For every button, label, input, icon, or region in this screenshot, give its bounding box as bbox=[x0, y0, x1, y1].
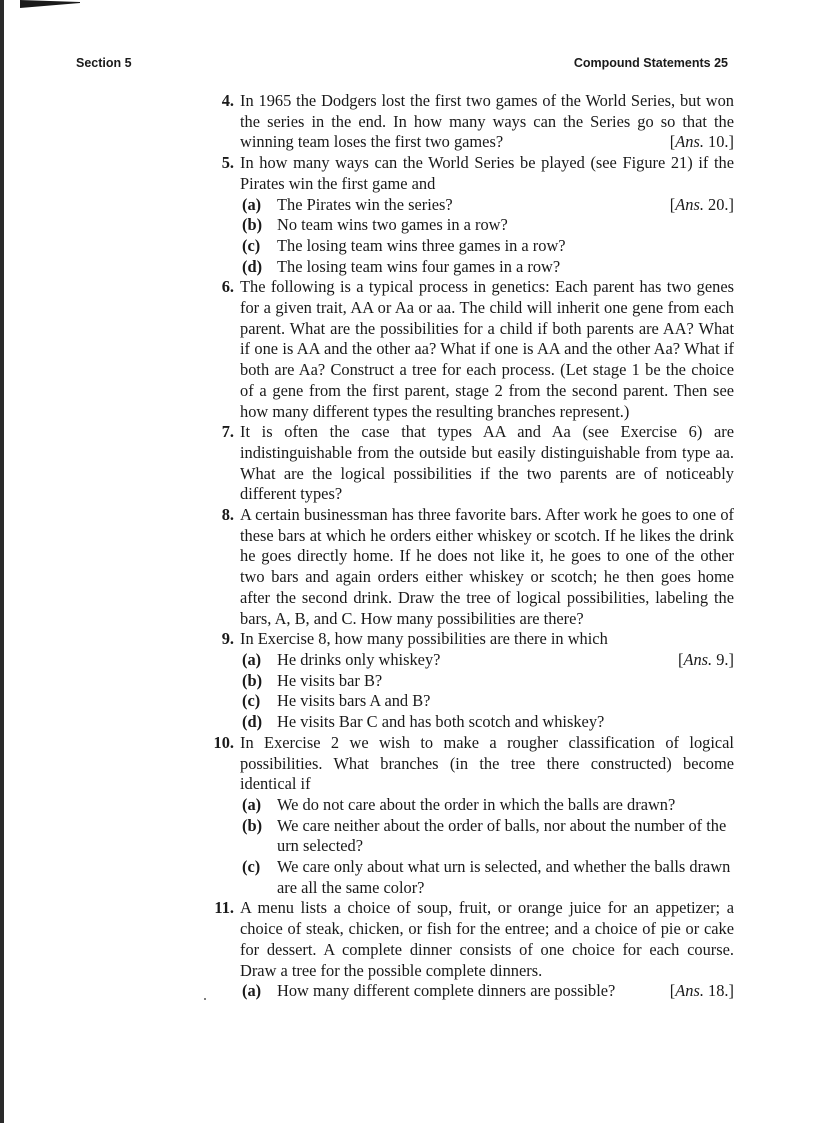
answer-value: 9. bbox=[716, 649, 729, 669]
exercise-item bbox=[200, 91, 734, 153]
sub-question-label: (d) bbox=[242, 712, 263, 732]
exercise-text: In Exercise 8, how many possibilities are there in which bbox=[240, 629, 608, 649]
exercise-number: 6. bbox=[221, 277, 234, 297]
exercise-number: 4. bbox=[221, 91, 234, 110]
sub-question-text: The Pirates win the series? bbox=[277, 194, 453, 214]
sub-question bbox=[240, 215, 734, 236]
exercise-body bbox=[240, 629, 734, 650]
scan-speck bbox=[204, 998, 206, 1000]
sub-question-text: The losing team wins four games in a row? bbox=[277, 256, 561, 276]
sub-question-text: We care only about what urn is selected, and whether the balls drawn are all the same color? bbox=[277, 857, 731, 897]
exercise-body bbox=[240, 91, 734, 153]
exercise-number: 10. bbox=[213, 732, 234, 752]
sub-question bbox=[240, 981, 734, 1002]
sub-question bbox=[240, 257, 734, 278]
sub-question-label: (c) bbox=[242, 691, 261, 711]
exercise-number: 9. bbox=[221, 629, 234, 649]
sub-question-label: (c) bbox=[242, 235, 261, 255]
sub-question-text: He drinks only whiskey? bbox=[277, 649, 441, 669]
sub-question bbox=[240, 857, 734, 898]
sub-question-text: He visits bar B? bbox=[277, 670, 383, 690]
exercise-text: In how many ways can the World Series be played (see Figure 21) if the Pirates win the first game and bbox=[240, 153, 734, 193]
exercise-text: In Exercise 2 we wish to make a rougher classification of logical possibilities. What branches (in the tree there constructed) become identical if bbox=[240, 732, 734, 794]
sub-question bbox=[240, 650, 734, 671]
exercise-list bbox=[200, 91, 734, 1002]
exercise-number: 7. bbox=[221, 422, 234, 442]
answer-value: 10. bbox=[708, 132, 729, 152]
exercise-number: 8. bbox=[221, 505, 234, 525]
sub-question-label: (c) bbox=[242, 857, 261, 877]
exercise-text: It is often the case that types AA and Aa (see Exercise 6) are indistinguishable from the outside but easily distinguishable from type aa. What are the logical possibilities if the two parents are of noticeably different types? bbox=[240, 422, 734, 504]
exercise-body bbox=[240, 422, 734, 505]
sub-question-label: (a) bbox=[242, 649, 262, 669]
exercise-body bbox=[240, 733, 734, 795]
exercise-item bbox=[200, 898, 734, 1002]
exercise-item bbox=[200, 277, 734, 422]
sub-question-label: (b) bbox=[242, 215, 263, 235]
sub-question bbox=[240, 236, 734, 257]
sub-question-text: He visits bars A and B? bbox=[277, 691, 431, 711]
sub-question bbox=[240, 691, 734, 712]
exercise-item bbox=[200, 505, 734, 629]
sub-question bbox=[240, 795, 734, 816]
exercise-body bbox=[240, 898, 734, 981]
exercise-text: In 1965 the Dodgers lost the first two games of the World Series, but won the series in the end. In how many ways can the Series go so that the winning team loses the first two games? bbox=[240, 91, 734, 152]
sub-question-label: (b) bbox=[242, 670, 263, 690]
sub-question-label: (b) bbox=[242, 815, 263, 835]
sub-question-label: (a) bbox=[242, 981, 262, 1001]
scan-mark bbox=[20, 0, 80, 8]
sub-question-text: He visits Bar C and has both scotch and whiskey? bbox=[277, 712, 605, 732]
answer-value: 18. bbox=[708, 981, 729, 1001]
exercise-number: 11. bbox=[214, 898, 234, 918]
sub-question-text: The losing team wins three games in a row? bbox=[277, 235, 566, 255]
exercise-item bbox=[200, 629, 734, 733]
section-label: Section 5 bbox=[76, 56, 132, 70]
sub-question-label: (a) bbox=[242, 194, 262, 214]
sub-question bbox=[240, 816, 734, 857]
sub-question bbox=[240, 671, 734, 692]
answer-note: [Ans. 20.] bbox=[669, 194, 734, 214]
exercise-body bbox=[240, 277, 734, 422]
exercise-item bbox=[200, 733, 734, 899]
sub-question-label: (a) bbox=[242, 794, 262, 814]
exercise-body bbox=[240, 505, 734, 629]
sub-question bbox=[240, 712, 734, 733]
running-header bbox=[76, 56, 728, 74]
scan-edge bbox=[0, 0, 4, 1123]
answer-value: 20. bbox=[708, 194, 729, 214]
sub-question-label: (d) bbox=[242, 256, 263, 276]
answer-prefix: Ans. bbox=[683, 649, 713, 669]
exercise-text: The following is a typical process in genetics: Each parent has two genes for a given trait, AA or Aa or aa. The child will inherit one gene from each parent. What are the possibilities for a child if both parents are AA? What if one is AA and the other aa? What if one is AA and the other Aa? What if both are Aa? Construct a tree for each process. (Let stage 1 be the choice of a gene from the first parent, stage 2 from the second parent. Then see how many different types the resulting branches represent.) bbox=[240, 277, 734, 421]
answer-prefix: Ans. bbox=[675, 132, 704, 152]
exercise-item bbox=[200, 422, 734, 505]
sub-question-text: We care neither about the order of balls, nor about the number of the urn selected? bbox=[277, 815, 727, 856]
sub-question-text: We do not care about the order in which the balls are drawn? bbox=[277, 794, 676, 814]
exercise-item bbox=[200, 153, 734, 277]
exercise-text: A certain businessman has three favorite bars. After work he goes to one of these bars at which he orders either whiskey or scotch. If he likes the drink he goes directly home. If he does not like it, he goes to one of the other two bars and again orders either whiskey or scotch; he then goes home after the second drink. Draw the tree of logical possibilities, labeling the bars, A, B, and C. How many possibilities are there? bbox=[240, 505, 734, 628]
sub-question-text: No team wins two games in a row? bbox=[277, 215, 508, 235]
answer-prefix: Ans. bbox=[675, 194, 704, 214]
exercise-text: A menu lists a choice of soup, fruit, or orange juice for an appetizer; a choice of steak, chicken, or fish for the entree; and a choice of pie or cake for dessert. A complete dinner consists of one choice for each course. Draw a tree for the possible complete dinners. bbox=[240, 898, 734, 980]
answer-note: [Ans. 9.] bbox=[677, 649, 734, 669]
sub-question-text: How many different complete dinners are possible? bbox=[277, 981, 616, 1001]
exercise-number: 5. bbox=[221, 153, 234, 173]
sub-question bbox=[240, 195, 734, 216]
answer-note: [Ans. 18.] bbox=[669, 981, 734, 1001]
answer-note: [Ans. 10.] bbox=[669, 132, 734, 152]
exercise-body bbox=[240, 153, 734, 194]
answer-prefix: Ans. bbox=[675, 981, 704, 1001]
chapter-title-page-number: Compound Statements 25 bbox=[573, 56, 728, 70]
